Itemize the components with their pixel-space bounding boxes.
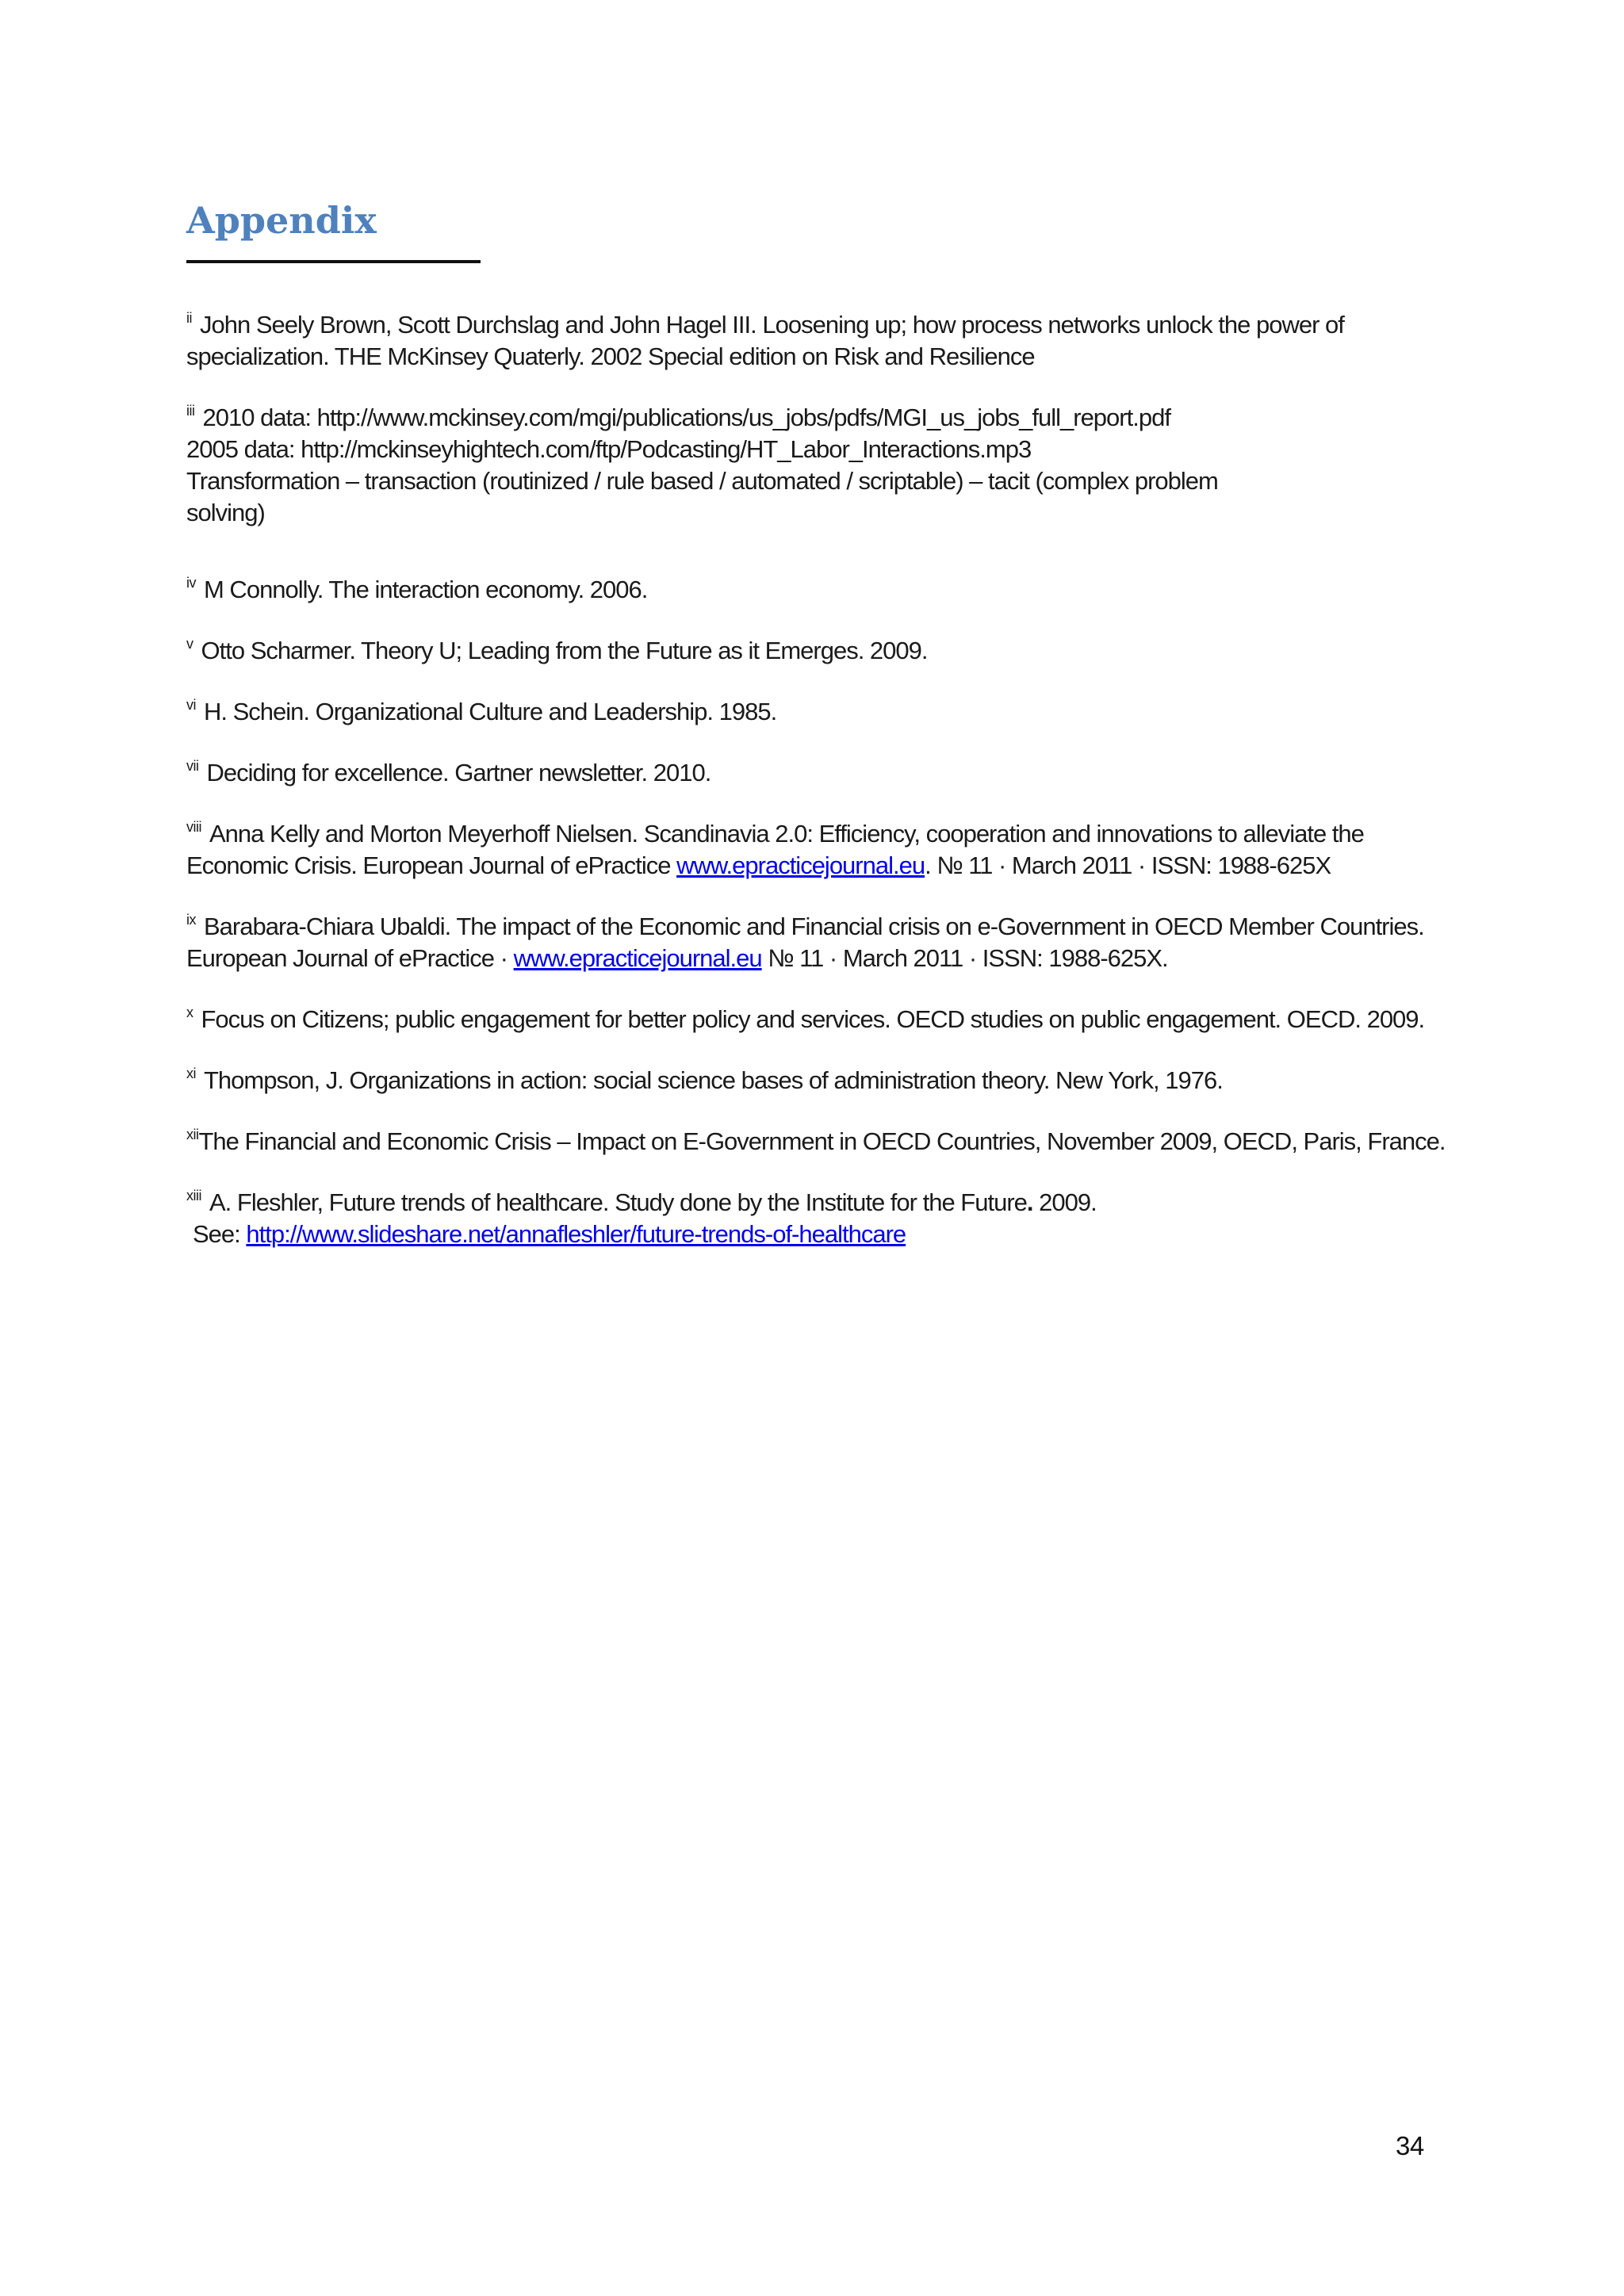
footnote-text: M Connolly. The interaction economy. 2006. xyxy=(204,576,648,603)
footnote-text: The Financial and Economic Crisis – Impact on E-Government in OECD Countries, November 2009, OECD, Paris, France. xyxy=(198,1127,1446,1155)
footnote-text: John Seely Brown, Scott Durchslag and John Hagel III. Loosening up; how process networks unlock the power of xyxy=(200,311,1344,339)
footnote-text: Otto Scharmer. Theory U; Leading from the Future as it Emerges. 2009. xyxy=(201,637,928,664)
see-label: See: xyxy=(193,1220,247,1248)
footnote-marker: vii xyxy=(186,757,199,774)
footnote-text: 2010 data: http://www.mckinsey.com/mgi/publications/us_jobs/pdfs/MGI_us_jobs_full_report.pdf xyxy=(202,404,1170,431)
footnote-list xyxy=(186,309,1574,1250)
footnote-marker: iii xyxy=(186,402,195,419)
footnote-text: Transformation – transaction (routinized / rule based / automated / scriptable) – tacit (complex problem xyxy=(186,467,1218,495)
footnote-v xyxy=(186,635,1574,667)
footnote-text: Economic Crisis. European Journal of ePractice xyxy=(186,851,677,879)
footnote-text: 2005 data: http://mckinseyhightech.com/ftp/Podcasting/HT_Labor_Interactions.mp3 xyxy=(186,435,1032,463)
footnote-iv xyxy=(186,574,1574,606)
footnote-vi xyxy=(186,696,1574,728)
footnote-text: solving) xyxy=(186,499,265,526)
footnote-viii xyxy=(186,818,1574,882)
footnote-vii xyxy=(186,757,1574,789)
footnote-text: № 11 · March 2011 · ISSN: 1988-625X. xyxy=(761,944,1168,972)
footnote-iii xyxy=(186,402,1574,529)
slideshare-link[interactable]: http://www.slideshare.net/annafleshler/future-trends-of-healthcare xyxy=(246,1220,906,1248)
footnote-text: Thompson, J. Organizations in action: social science bases of administration theory. New York, 1976. xyxy=(204,1066,1223,1094)
footnote-text: 2009. xyxy=(1032,1188,1097,1216)
footnote-text: A. Fleshler, Future trends of healthcare. Study done by the Institute for the Future xyxy=(209,1188,1027,1216)
footnote-marker: ix xyxy=(186,911,196,928)
epracticejournal-link[interactable]: www.epracticejournal.eu xyxy=(676,851,925,879)
footnote-marker: xi xyxy=(186,1065,196,1081)
footnote-text: Deciding for excellence. Gartner newsletter. 2010. xyxy=(206,759,711,786)
footnote-marker: xiii xyxy=(186,1187,201,1203)
footnote-ix xyxy=(186,911,1574,974)
footnote-text: . № 11 · March 2011 · ISSN: 1988-625X xyxy=(925,851,1331,879)
footnote-text-bold-period: . xyxy=(1026,1188,1033,1216)
footnote-text: specialization. THE McKinsey Quaterly. 2002 Special edition on Risk and Resilience xyxy=(186,342,1035,370)
appendix-content xyxy=(186,198,1574,1280)
footnote-text: European Journal of ePractice · xyxy=(186,944,514,972)
footnote-x xyxy=(186,1004,1574,1035)
page-number: 34 xyxy=(1396,2131,1424,2160)
footnote-marker: iv xyxy=(186,574,196,591)
footnote-marker: vi xyxy=(186,696,196,713)
footnote-xi xyxy=(186,1065,1574,1096)
footnote-ii xyxy=(186,309,1574,373)
footnote-marker: xii xyxy=(186,1126,199,1142)
footnote-marker: viii xyxy=(186,818,201,835)
footnote-marker: x xyxy=(186,1004,193,1020)
footnote-text: Focus on Citizens; public engagement for better policy and services. OECD studies on public engagement. OECD. 2009. xyxy=(201,1005,1425,1033)
footnote-marker: ii xyxy=(186,309,192,326)
footnote-xii xyxy=(186,1126,1574,1158)
footnote-separator-line xyxy=(186,260,481,263)
footnote-text: Anna Kelly and Morton Meyerhoff Nielsen. Scandinavia 2.0: Efficiency, cooperation and innovations to alleviate the xyxy=(209,820,1364,848)
footnote-xiii xyxy=(186,1187,1574,1250)
page-title: Appendix xyxy=(186,199,377,242)
footnote-marker: v xyxy=(186,635,193,652)
epracticejournal-link[interactable]: www.epracticejournal.eu xyxy=(513,944,762,972)
footnote-text: H. Schein. Organizational Culture and Leadership. 1985. xyxy=(204,698,777,725)
footnote-text: Barabara-Chiara Ubaldi. The impact of the Economic and Financial crisis on e-Government in OECD Member Countries. xyxy=(204,913,1424,940)
